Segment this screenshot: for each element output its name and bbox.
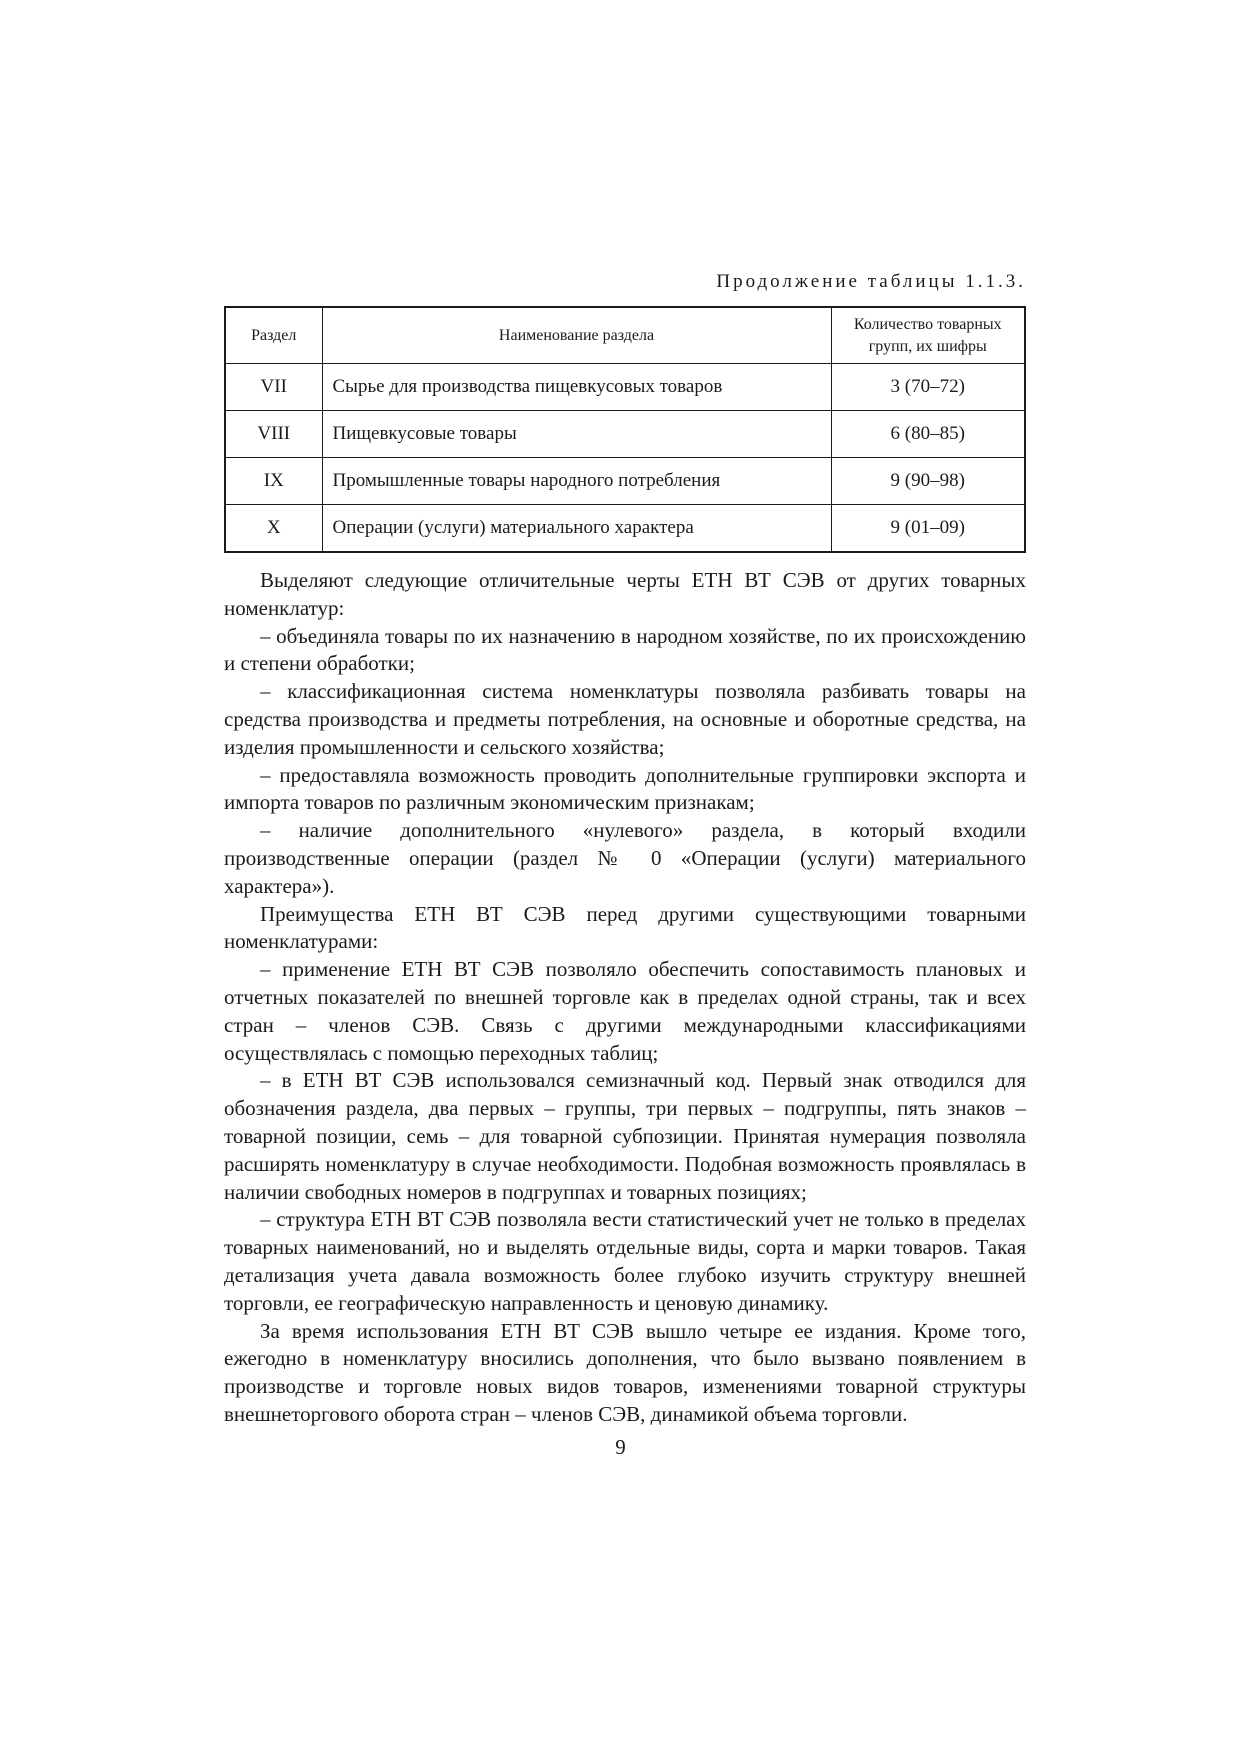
paragraph: – классификационная система номенклатуры позволяла разбивать товары на средства производства и предметы потребления, на основные и оборотные средства, на изделия промышленности и сельского хозяйства; xyxy=(224,679,1026,759)
table-row xyxy=(225,411,1025,458)
table-row xyxy=(225,505,1025,553)
row-section-number: VIII xyxy=(225,411,322,458)
table-row xyxy=(225,364,1025,411)
row-group-count: 3 (70–72) xyxy=(831,364,1025,411)
row-section-number: VII xyxy=(225,364,322,411)
row-group-count: 9 (01–09) xyxy=(831,505,1025,553)
header-section: Раздел xyxy=(225,307,322,364)
table-row xyxy=(225,458,1025,505)
row-section-name: Промышленные товары народного потребления xyxy=(322,458,831,505)
body-text xyxy=(224,567,1026,1429)
row-section-name: Сырье для производства пищевкусовых товаров xyxy=(322,364,831,411)
paragraph: – структура ЕТН ВТ СЭВ позволяла вести статистический учет не только в пределах товарных наименований, но и выделять отдельные виды, сорта и марки товаров. Такая детализация учета давала возможность более глубоко изучить структуру внешней торговли, ее географическую направленность и ценовую динамику. xyxy=(224,1207,1026,1315)
row-group-count: 9 (90–98) xyxy=(831,458,1025,505)
paragraph: – применение ЕТН ВТ СЭВ позволяло обеспечить сопоставимость плановых и отчетных показателей по внешней торговле как в пределах одной страны, так и всех стран – членов СЭВ. Связь с другими международными классификациями осуществлялась с помощью переходных таблиц; xyxy=(224,957,1026,1065)
page-content xyxy=(224,270,1026,1429)
header-name: Наименование раздела xyxy=(322,307,831,364)
sections-table xyxy=(224,306,1026,553)
paragraph: – предоставляла возможность проводить дополнительные группировки экспорта и импорта товаров по различным экономическим признакам; xyxy=(224,762,1026,815)
table-header-row xyxy=(225,307,1025,364)
row-section-name: Пищевкусовые товары xyxy=(322,411,831,458)
paragraph: Преимущества ЕТН ВТ СЭВ перед другими существующими товарными номенклатурами: xyxy=(224,901,1026,954)
row-section-name: Операции (услуги) материального характера xyxy=(322,505,831,553)
row-group-count: 6 (80–85) xyxy=(831,411,1025,458)
table-caption: Продолжение таблицы 1.1.3. xyxy=(716,271,1026,292)
paragraph: – наличие дополнительного «нулевого» раздела, в который входили производственные операции (раздел № 0 «Операции (услуги) материального характера»). xyxy=(224,818,1026,898)
page-number: 9 xyxy=(615,1435,626,1459)
header-count: Количество товарных групп, их шифры xyxy=(831,307,1025,364)
row-section-number: IX xyxy=(225,458,322,505)
paragraph: – в ЕТН ВТ СЭВ использовался семизначный код. Первый знак отводился для обозначения раздела, два первых – группы, три первых – подгруппы, пять знаков – товарной позиции, семь – для товарной субпозиции. Принятая нумерация позволяла расширять номенклатуру в случае необходимости. Подобная возможность проявлялась в наличии свободных номеров в подгруппах и товарных позициях; xyxy=(224,1068,1026,1204)
paragraph: – объединяла товары по их назначению в народном хозяйстве, по их происхождению и степени обработки; xyxy=(224,623,1026,676)
row-section-number: X xyxy=(225,505,322,553)
paragraph: За время использования ЕТН ВТ СЭВ вышло четыре ее издания. Кроме того, ежегодно в номенклатуру вносились дополнения, что было вызвано появлением в производстве и торговле новых видов товаров, изменениями товарной структуры внешнеторгового оборота стран – членов СЭВ, динамикой объема торговли. xyxy=(224,1318,1026,1426)
paragraph: Выделяют следующие отличительные черты ЕТН ВТ СЭВ от других товарных номенклатур: xyxy=(224,568,1026,620)
